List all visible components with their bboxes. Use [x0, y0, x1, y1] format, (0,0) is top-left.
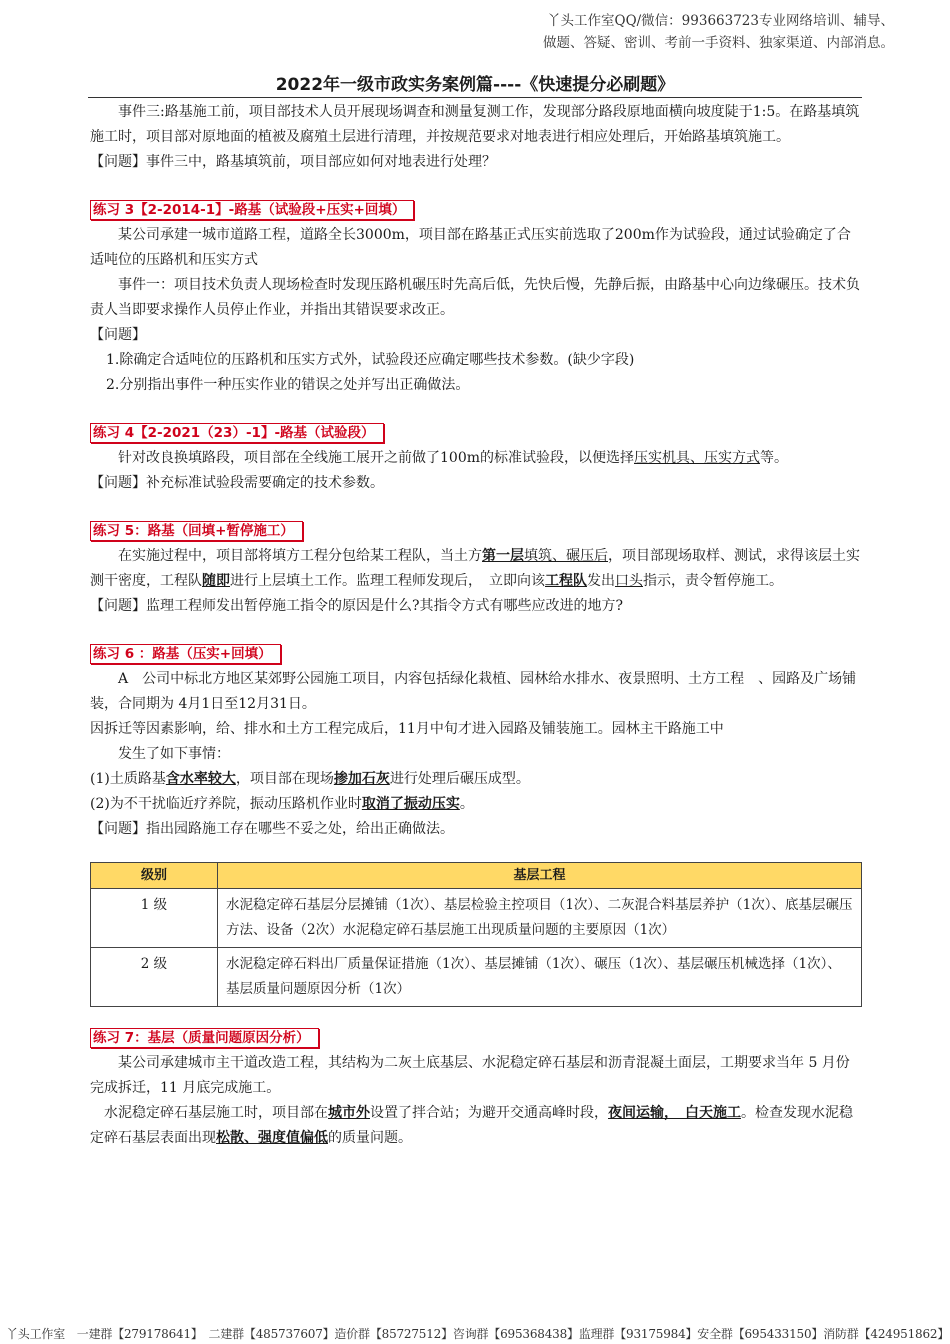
ex5-text-2: 填筑、: [524, 548, 566, 564]
event3-question: 【问题】事件三中，路基填筑前，项目部应如何对地表进行处理？: [90, 154, 496, 170]
ex6-question: 【问题】指出园路施工存在哪些不妥之处，给出正确做法。: [90, 821, 454, 837]
table-row: [91, 889, 862, 948]
exercise-5-label: 练习 5：路基（回填+暂停施工）: [90, 521, 303, 541]
ex6-paragraph-1: A 公司中标北方地区某郊野公园施工项目，内容包括绿化栽植、园林给水排水、夜景照明、土方工程 、园路及广场铺装，合同期为 4月1日至12月31日。: [90, 671, 857, 712]
ex7-text-4: 。检查发现水泥稳定碎石基层表面出现: [90, 1105, 853, 1146]
table-cell-level: 2 级: [91, 948, 218, 1007]
exercise-3-label: 练习 3【2-2014-1】-路基（试验段+压实+回填）: [90, 200, 414, 220]
header-line-2: 做题、答疑、密训、考前一手资料、独家渠道、内部消息。: [543, 35, 894, 51]
ex5-text-3: ，项目部现场取样、测试，求得该层土实测干密度，工程队: [90, 548, 860, 589]
ex5-text-4: 进行上层填土工作。监理工程师发现后， 立即向该: [230, 573, 545, 589]
ex5-bold-2: 随即: [202, 573, 230, 589]
table-header-content: 基层工程: [218, 863, 862, 889]
event3-text: 事件三:路基施工前，项目部技术人员开展现场调查和测量复测工作，发现部分路段原地面横向坡度陡于1:5。在路基填筑施工时，项目部对原地面的植被及腐殖土层进行清理，并按规范要求对地表进行相应处理后，开始路基填筑施工。: [90, 104, 860, 145]
ex4-text-a: 针对改良换填路段，项目部在全线施工展开之前做了100m的标准试验段，以便选择: [118, 450, 634, 466]
ex5-paragraph: [90, 544, 862, 594]
ex5-text-5: 发出: [587, 573, 615, 589]
ex6-i1-c: ，项目部在现场: [235, 771, 334, 787]
page-header: [543, 10, 894, 54]
ex5-underline-1: 碾压后: [566, 548, 608, 564]
ex6-i2-b: 取消了振动压实: [361, 796, 460, 812]
main-content: [90, 100, 862, 1151]
header-line-1: 丫头工作室QQ/微信：993663723专业网络培训、辅导、: [547, 13, 894, 29]
table-header-level: 级别: [91, 863, 218, 889]
page-title: 2022年一级市政实务案例篇----《快速提分必刷题》: [275, 75, 675, 95]
exercise-4-label: 练习 4【2-2021（23）-1】-路基（试验段）: [90, 423, 384, 443]
page-footer: 丫头工作室 一建群【279178641】 二建群【485737607】造价群【85727512】咨询群【695368438】监理群【93175984】安全群【695433150】消防群【424951862】: [6, 1327, 950, 1341]
ex4-text-b: 等。: [760, 450, 788, 466]
ex5-bold-1: 第一层: [482, 548, 524, 564]
ex6-i2-a: (2)为不干扰临近疗养院，振动压路机作业时: [90, 796, 362, 812]
table-cell-content: 水泥稳定碎石基层分层摊铺（1次）、基层检验主控项目（1次）、二灰混合料基层养护（1次）、底基层碾压方法、设备（2次）水泥稳定碎石基层施工出现质量问题的主要原因（1次）: [218, 889, 862, 948]
ex7-text-3: ，: [664, 1105, 685, 1121]
ex6-i1-b: 含水率较大: [165, 771, 236, 787]
ex6-item-1: [90, 767, 862, 792]
ex7-paragraph-2: [90, 1101, 862, 1151]
table-row: [91, 948, 862, 1007]
title-rule: [88, 97, 862, 98]
ex6-i1-d: 掺加石灰: [333, 771, 390, 787]
table-cell-level: 1 级: [91, 889, 218, 948]
ex7-bold-3: 白天施工: [685, 1105, 741, 1121]
ex3-question-1: 1.除确定合适吨位的压路机和压实方式外，试验段还应确定哪些技术参数。(缺少字段): [106, 352, 635, 368]
ex6-paragraph-3: 发生了如下事情：: [118, 746, 230, 762]
ex7-text-2: 设置了拌合站；为避开交通高峰时段，: [370, 1105, 608, 1121]
ex5-underline-2: 口头: [615, 573, 643, 589]
ex3-paragraph-1: 某公司承建一城市道路工程，道路全长3000m，项目部在路基正式压实前选取了200m作为试验段，通过试验确定了合适吨位的压路机和压实方式: [90, 227, 851, 268]
ex4-paragraph: [90, 446, 862, 471]
ex5-bold-3: 工程队: [545, 573, 587, 589]
ex7-paragraph-1: 某公司承建城市主干道改造工程，其结构为二灰土底基层、水泥稳定碎石基层和沥青混凝土面层，工期要求当年 5 月份完成拆迁，11 月底完成施工。: [90, 1055, 850, 1096]
ex4-underlined: 压实机具、压实方式: [634, 450, 760, 466]
ex7-text-5: 的质量问题。: [328, 1130, 412, 1146]
ex7-bold-1: 城市外: [328, 1105, 370, 1121]
ex3-question-2: 2.分别指出事件一种压实作业的错误之处并写出正确做法。: [106, 377, 470, 393]
frequency-table: [90, 862, 862, 1007]
ex7-bold-2: 夜间运输: [608, 1105, 664, 1121]
table-header-row: [91, 863, 862, 889]
ex6-i1-e: 进行处理后碾压成型。: [389, 771, 530, 787]
ex7-text-1: 水泥稳定碎石基层施工时，项目部在: [104, 1105, 328, 1121]
ex6-paragraph-2: 因拆迁等因素影响，给、排水和土方工程完成后，11月中旬才进入园路及铺装施工。园林主干路施工中: [90, 721, 724, 737]
ex3-question-head: 【问题】: [90, 327, 146, 343]
exercise-6-label: 练习 6 ：路基（压实+回填）: [90, 644, 281, 664]
ex3-paragraph-2: 事件一：项目技术负责人现场检查时发现压路机碾压时先高后低，先快后慢，先静后振，由路基中心向边缘碾压。技术负责人当即要求操作人员停止作业，并指出其错误要求改正。: [90, 277, 860, 318]
ex5-text-1: 在实施过程中，项目部将填方工程分包给某工程队，当土方: [118, 548, 482, 564]
exercise-7-label: 练习 7：基层（质量问题原因分析）: [90, 1028, 319, 1048]
ex7-bold-4: 松散、强度值偏低: [216, 1130, 328, 1146]
ex4-question: 【问题】补充标准试验段需要确定的技术参数。: [90, 475, 384, 491]
table-cell-content: 水泥稳定碎石料出厂质量保证措施（1次）、基层摊铺（1次）、碾压（1次）、基层碾压机械选择（1次）、基层质量问题原因分析（1次）: [218, 948, 862, 1007]
ex5-question: 【问题】监理工程师发出暂停施工指令的原因是什么?其指令方式有哪些应改进的地方?: [90, 598, 624, 614]
ex6-i2-c: 。: [459, 796, 474, 812]
ex6-item-2: [90, 792, 862, 817]
ex5-text-6: 指示，责令暂停施工。: [643, 573, 783, 589]
ex6-i1-a: (1)土质路基: [90, 771, 166, 787]
